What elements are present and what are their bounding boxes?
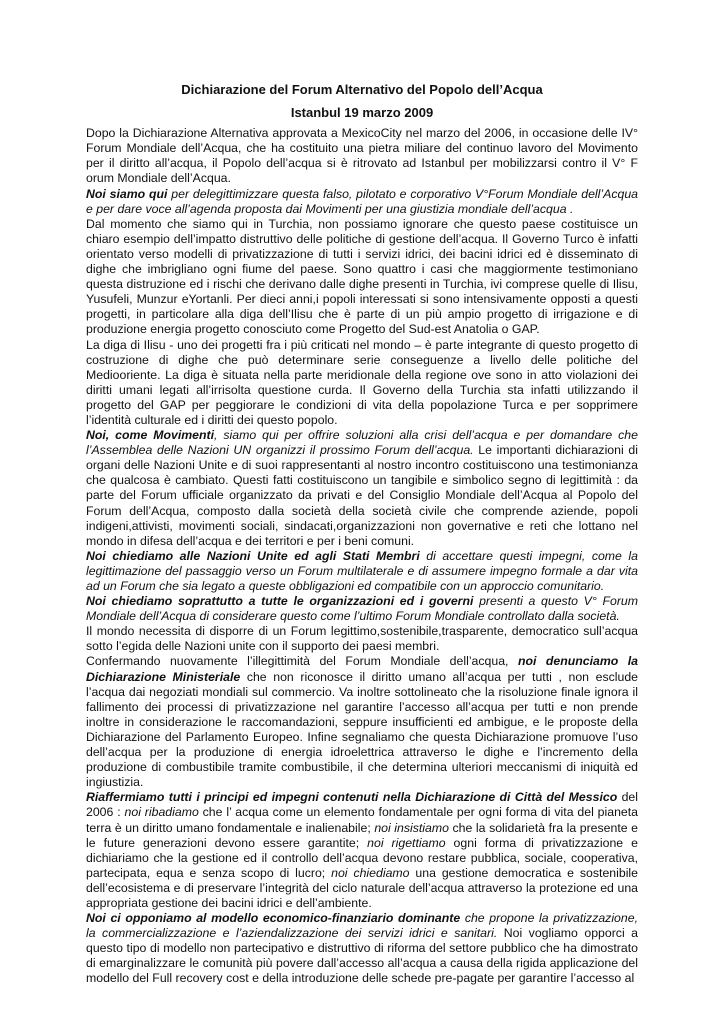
paragraph-5-italic: , siamo qui per offrire soluzioni alla crisi dell’acqua e per domandare che l’Assemblea delle Nazioni UN organizzi il prossimo Forum dell’acqua.: [86, 428, 638, 458]
paragraph-5: [86, 428, 638, 549]
paragraph-5-text: Le importanti dichiarazioni di organi delle Nazioni Unite e di suoi rappresentanti al nostro incontro costituiscono una testimonianza che qualcosa è cambiato. Questi fatti costituiscono un tangibile e simbolico segno di legittimità : da parte del Forum ufficiale organizzato da privati e del Consiglio Mondiale dell’Acqua al Popolo del Forum dell’Acqua, composto dalla società della società civile che comprende aziende, popoli indigeni,attivisti, movimenti sociali, sindacati,organizzazioni non governative e reti che lottano nel mondo in difesa dell’acqua e dei territori e per i beni comuni.: [86, 443, 638, 548]
paragraph-7-lead: Noi chiediamo soprattutto a tutte le organizzazioni ed i governi: [86, 594, 474, 609]
document-subtitle: Istanbul 19 marzo 2009: [290, 105, 434, 121]
paragraph-10-part-a: del 2006 :: [86, 790, 639, 820]
paragraph-10-emphasis-1: noi ribadiamo: [124, 805, 199, 820]
document-page: [86, 82, 638, 987]
paragraph-11-text: Noi vogliamo opporci a questo tipo di modello non partecipativo e distruttivo di riforma del settore pubblico che ha dimostrato di emarginalizzare le comunità più povere dall’accesso all’acqua a causa della rigida applicazione del modello del Full recovery cost e della introduzione delle schede pre-pagate per garantire l’accesso al: [86, 926, 638, 986]
paragraph-10-emphasis-3: noi rigettiamo: [367, 835, 446, 850]
paragraph-10-part-e: una gestione democratica e sostenibile dell’ecosistema e di preservare l’integrità del ciclo naturale dell’acqua attraverso la protezione ed una appropriata gestione dei bacini idrici e dell’ambiente.: [86, 865, 638, 910]
paragraph-10-lead: Riaffermiamo tutti i principi ed impegni contenuti nella Dichiarazione di Città del Messico: [86, 790, 618, 805]
paragraph-8: Il mondo necessita di disporre di un Forum legittimo,sostenibile,trasparente, democratico sull’acqua sotto l’egida delle Nazioni unite con il supporto dei paesi membri.: [86, 624, 638, 654]
paragraph-10-part-c: che la solidarietà fra la presente e le future generazioni devono essere garantite;: [86, 820, 638, 850]
paragraph-6-lead: Noi chiediamo alle Nazioni Unite ed agli Stati Membri: [86, 548, 420, 563]
paragraph-6: [86, 549, 638, 594]
paragraph-10: [86, 790, 638, 911]
paragraph-10-part-d: ogni forma di privatizzazione e dichiariamo che la gestione ed il controllo dell’acqua devono restare pubblica, sociale, cooperativa, partecipata, equa e senza scopo di lucro;: [86, 835, 638, 880]
paragraph-10-emphasis-4: noi chiediamo: [331, 865, 410, 880]
paragraph-10-emphasis-2: noi insistiamo: [374, 820, 449, 835]
paragraph-9-lead: noi denunciamo la Dichiarazione Ministeriale: [86, 654, 639, 684]
paragraph-9-text: che non riconosce il diritto umano all’acqua per tutti , non esclude l’acqua dai negoziati mondiali sul commercio. Va inoltre sottolineato che la risoluzione finale ignora il fallimento dei processi di privatizzazione nel garantire l’accesso all’acqua per tutti e non prende inoltre in considerazione le raccomandazioni, seppure insufficienti ed ambigue, e le proposte della Dichiarazione del Parlamento Europeo. Infine segnaliamo che questa Dichiarazione promuove l’uso dell’acqua per la produzione di energia idroelettrica attraverso le dighe e l’incremento della produzione di combustibile tramite combustibile, il che determina ulteriori meccanismi di iniquità ed ingiustizia.: [86, 669, 638, 790]
paragraph-3: Dal momento che siamo qui in Turchia, non possiamo ignorare che questo paese costituisce un chiaro esempio dell’impatto distruttivo delle politiche di gestione dell’acqua. Il Governo Turco è infatti orientato verso modelli di privatizzazione di tutti i servizi idrici, dei bacini idrici ed è disseminato di dighe che imbrigliano ogni fiume del paese. Sono quattro i casi che maggiormente testimoniano questa distruzione ed i rischi che derivano dalle dighe presenti in Turchia, ivi comprese quelle di Ilisu, Yusufeli, Munzur eYortanli. Per dieci anni,i popoli interessati si sono intensivamente opposti a questi progetti, in particolare alla diga dell’Ilisu che è parte di un più ampio progetto di irrigazione e di produzione energia progetto conosciuto come Progetto del Sud-est Anatolia o GAP.: [86, 216, 638, 337]
paragraph-1: Dopo la Dichiarazione Alternativa approvata a MexicoCity nel marzo del 2006, in occasione delle IV° Forum Mondiale dell’Acqua, che ha costituito una pietra miliare del continuo lavoro del Movimento per il diritto all’acqua, il Popolo dell’acqua si è ritrovato ad Istanbul per mobilizzarsi contro il V° F orum Mondiale dell’Acqua.: [86, 126, 638, 186]
paragraph-6-text: di accettare questi impegni, come la legittimazione del passaggio verso un Forum multilaterale e di assumere impegno formale a dar vita ad un Forum che sia legato a queste obbligazioni ed compatibile con un approccio comunitario.: [86, 548, 638, 593]
paragraph-7-text: presenti a questo V° Forum Mondiale dell’Acqua di considerare questo come l’ultimo Forum Mondiale controllato dalla società.: [86, 594, 638, 624]
paragraph-5-lead: Noi, come Movimenti: [86, 428, 215, 443]
document-title: Dichiarazione del Forum Alternativo del Popolo dell’Acqua: [181, 82, 543, 97]
paragraph-11-italic: che propone la privatizzazione, la commercializzazione e l’aziendalizzazione dei servizi idrici e sanitari.: [86, 911, 638, 941]
paragraph-11-lead: Noi ci opponiamo al modello economico-finanziario dominante: [86, 911, 461, 926]
paragraph-10-part-b: che l’ acqua come un elemento fondamentale per ogni forma di vita del pianeta terra è un diritto umano fondamentale e inalienabile;: [86, 805, 639, 835]
paragraph-7: [86, 594, 638, 624]
paragraph-4: La diga di Ilisu - uno dei progetti fra i più criticati nel mondo – è parte integrante di questo progetto di costruzione di dighe che può determinare serie conseguenze a livello delle politiche del Mediooriente. La diga è situata nella parte meridionale della regione ove sono in atto violazioni dei diritti umani legati all’irrisolta questione curda. Il Governo della Turchia sta infatti utilizzando il progetto del GAP per peggiorare le condizioni di vita della popolazione Turca e per sopprimere l’identità culturale ed i diritti dei questo popolo.: [86, 337, 638, 427]
paragraph-9: [86, 654, 638, 790]
paragraph-2-text: per delegittimizzare questa falso, pilotato e corporativo V°Forum Mondiale dell’Acqua e per dare voce all’agenda proposta dai Movimenti per una giustizia mondiale dell’acqua .: [86, 186, 638, 216]
paragraph-9-intro: Confermando nuovamente l’illegittimità del Forum Mondiale dell’acqua,: [86, 654, 518, 669]
paragraph-11: [86, 911, 638, 986]
paragraph-2-lead: Noi siamo qui: [86, 186, 168, 201]
paragraph-2: [86, 187, 638, 217]
